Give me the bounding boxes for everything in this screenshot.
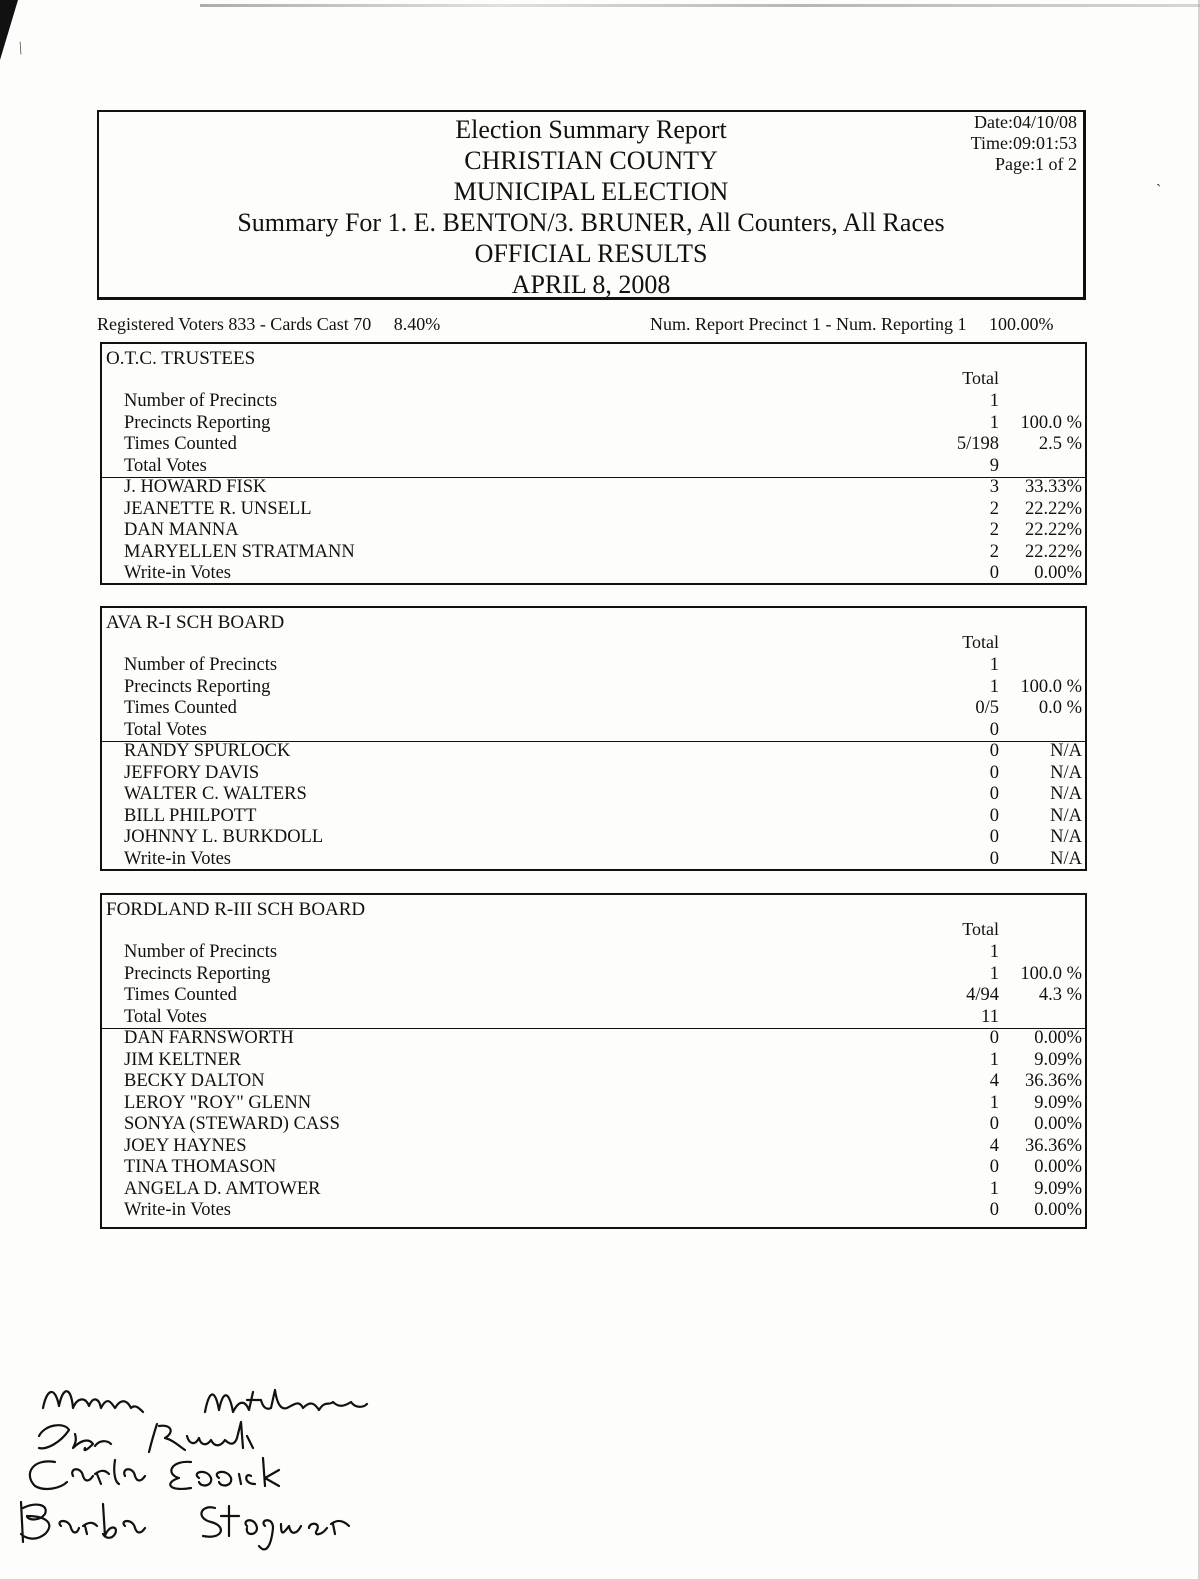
vote-total: 0 bbox=[989, 805, 999, 826]
vote-percent: 100.0 % bbox=[1020, 963, 1082, 984]
stat-label: Total Votes bbox=[124, 455, 207, 476]
race-bottom-rule bbox=[102, 869, 1085, 871]
vote-percent: 0.0 % bbox=[1038, 698, 1082, 718]
vote-total: 1 bbox=[989, 655, 999, 675]
signatures bbox=[15, 1378, 435, 1578]
candidate-name: JEANETTE R. UNSELL bbox=[124, 498, 312, 519]
vote-total: 11 bbox=[981, 1006, 999, 1027]
candidate-row bbox=[102, 498, 1085, 520]
vote-total: 3 bbox=[989, 477, 999, 497]
stat-row bbox=[102, 697, 1085, 719]
candidate-name: LEROY "ROY" GLENN bbox=[124, 1092, 312, 1113]
race-otc-trustees bbox=[100, 342, 1087, 585]
report-title-block bbox=[99, 114, 1083, 300]
vote-total: 0 bbox=[989, 784, 999, 804]
candidate-row bbox=[102, 1199, 1085, 1221]
stat-label: Precincts Reporting bbox=[124, 412, 271, 433]
vote-percent: 2.5 % bbox=[1038, 434, 1082, 454]
vote-total: 0 bbox=[989, 719, 999, 740]
candidate-name: JOHNNY L. BURKDOLL bbox=[124, 827, 324, 847]
precinct-reporting-summary: Num. Report Precinct 1 - Num. Reporting 1 100.00% bbox=[650, 314, 1054, 334]
stat-label: Times Counted bbox=[124, 985, 237, 1005]
race-bottom-rule bbox=[102, 1227, 1085, 1229]
scan-top-edge bbox=[200, 4, 1200, 7]
stat-label: Precincts Reporting bbox=[124, 676, 271, 697]
vote-total: 1 bbox=[989, 412, 999, 433]
candidate-row bbox=[102, 826, 1085, 848]
race-fordland-sch-board bbox=[100, 893, 1087, 1229]
stat-label: Number of Precincts bbox=[124, 655, 278, 675]
vote-total: 1 bbox=[989, 391, 999, 411]
vote-percent: 9.09% bbox=[1034, 1092, 1082, 1113]
stat-label: Times Counted bbox=[124, 434, 237, 454]
candidate-row bbox=[102, 1135, 1085, 1157]
vote-percent: 9.09% bbox=[1034, 1049, 1082, 1070]
candidate-row bbox=[102, 1092, 1085, 1114]
race-title: FORDLAND R-III SCH BOARD bbox=[106, 899, 366, 920]
vote-total: 0 bbox=[989, 1200, 999, 1220]
vote-total: 0 bbox=[989, 563, 999, 583]
vote-total: 1 bbox=[989, 1092, 999, 1113]
candidate-row bbox=[102, 562, 1085, 584]
vote-total: 1 bbox=[989, 1178, 999, 1199]
candidate-row bbox=[102, 740, 1085, 762]
vote-total: 0 bbox=[989, 1028, 999, 1048]
candidate-name: DAN FARNSWORTH bbox=[124, 1028, 294, 1048]
vote-percent: 22.22% bbox=[1024, 498, 1082, 519]
page-number: Page:1 of 2 bbox=[995, 154, 1077, 174]
candidate-row bbox=[102, 1049, 1085, 1071]
vote-total: 0 bbox=[989, 827, 999, 847]
vote-total: 2 bbox=[989, 541, 999, 562]
candidate-name: Write-in Votes bbox=[124, 1200, 231, 1220]
stat-label: Total Votes bbox=[124, 719, 207, 740]
report-time: Time:09:01:53 bbox=[970, 133, 1077, 153]
scan-mark: ⁄ bbox=[14, 41, 28, 56]
vote-percent: 0.00% bbox=[1034, 1028, 1082, 1048]
stat-row bbox=[102, 676, 1085, 698]
vote-total: 0 bbox=[989, 741, 999, 761]
vote-total: 4 bbox=[989, 1071, 999, 1091]
vote-percent: 0.00% bbox=[1034, 1157, 1082, 1177]
report-meta bbox=[971, 112, 1077, 175]
vote-percent: 0.00% bbox=[1034, 1200, 1082, 1220]
vote-total: 9 bbox=[989, 455, 999, 476]
candidate-name: DAN MANNA bbox=[124, 520, 239, 540]
candidate-name: JIM KELTNER bbox=[124, 1049, 241, 1070]
race-ava-sch-board bbox=[100, 606, 1087, 871]
vote-percent: 4.3 % bbox=[1038, 985, 1082, 1005]
candidate-row bbox=[102, 848, 1085, 870]
candidate-name: JOEY HAYNES bbox=[124, 1135, 247, 1156]
candidate-row bbox=[102, 762, 1085, 784]
candidate-row bbox=[102, 805, 1085, 827]
candidate-name: ANGELA D. AMTOWER bbox=[124, 1178, 321, 1199]
total-column-header: Total bbox=[962, 368, 999, 388]
candidate-name: MARYELLEN STRATMANN bbox=[124, 541, 355, 562]
stat-row bbox=[102, 654, 1085, 676]
signature-carla-essick bbox=[30, 1458, 279, 1489]
report-title: Election Summary Report bbox=[455, 115, 727, 144]
candidate-row bbox=[102, 783, 1085, 805]
candidate-row bbox=[102, 476, 1085, 498]
results-status: OFFICIAL RESULTS bbox=[474, 239, 708, 268]
vote-total: 1 bbox=[989, 1049, 999, 1070]
total-column-header: Total bbox=[962, 919, 999, 939]
vote-percent: 100.0 % bbox=[1020, 412, 1082, 433]
stat-row bbox=[102, 963, 1085, 985]
election-date: APRIL 8, 2008 bbox=[511, 270, 671, 299]
vote-total: 1 bbox=[989, 676, 999, 697]
scan-mark: ˎ bbox=[1156, 170, 1162, 187]
race-bottom-rule bbox=[102, 583, 1085, 585]
candidate-name: JEFFORY DAVIS bbox=[124, 762, 260, 783]
signature-lisa-russell bbox=[39, 1422, 253, 1452]
stat-row bbox=[102, 433, 1085, 455]
vote-total: 4 bbox=[989, 1135, 999, 1156]
stat-row bbox=[102, 719, 1085, 741]
stat-row bbox=[102, 941, 1085, 963]
election-name: MUNICIPAL ELECTION bbox=[453, 177, 729, 206]
signature-barbara-stogner bbox=[21, 1502, 349, 1549]
candidate-row bbox=[102, 1027, 1085, 1049]
vote-total: 1 bbox=[989, 963, 999, 984]
vote-total: 2 bbox=[989, 520, 999, 540]
vote-percent: N/A bbox=[1050, 741, 1082, 761]
registered-voters-summary: Registered Voters 833 - Cards Cast 70 8.40% bbox=[97, 314, 441, 334]
vote-percent: 9.09% bbox=[1034, 1178, 1082, 1199]
vote-total: 0 bbox=[989, 848, 999, 869]
stat-row bbox=[102, 1006, 1085, 1028]
vote-percent: N/A bbox=[1050, 827, 1082, 847]
candidate-row bbox=[102, 1113, 1085, 1135]
vote-percent: N/A bbox=[1050, 762, 1082, 783]
stat-label: Number of Precincts bbox=[124, 391, 278, 411]
candidate-name: BECKY DALTON bbox=[124, 1071, 265, 1091]
vote-total: 0 bbox=[989, 762, 999, 783]
candidate-row bbox=[102, 1178, 1085, 1200]
total-column-header: Total bbox=[962, 632, 999, 652]
candidate-name: BILL PHILPOTT bbox=[124, 805, 257, 826]
vote-percent: 33.33% bbox=[1024, 477, 1082, 497]
vote-total: 0 bbox=[989, 1157, 999, 1177]
scan-corner-shadow bbox=[0, 0, 18, 60]
race-title: O.T.C. TRUSTEES bbox=[106, 348, 256, 369]
candidate-row bbox=[102, 519, 1085, 541]
vote-percent: N/A bbox=[1050, 848, 1082, 869]
stat-row bbox=[102, 455, 1085, 477]
candidate-name: Write-in Votes bbox=[124, 848, 231, 869]
vote-total: 1 bbox=[989, 942, 999, 962]
vote-percent: 0.00% bbox=[1034, 1114, 1082, 1134]
stat-label: Total Votes bbox=[124, 1006, 207, 1027]
report-header bbox=[97, 110, 1086, 300]
vote-total: 5/198 bbox=[956, 434, 999, 454]
report-date: Date:04/10/08 bbox=[974, 112, 1077, 132]
vote-percent: N/A bbox=[1050, 784, 1082, 804]
vote-total: 2 bbox=[989, 498, 999, 519]
vote-percent: 0.00% bbox=[1034, 563, 1082, 583]
candidate-row bbox=[102, 1070, 1085, 1092]
stat-row bbox=[102, 412, 1085, 434]
stat-label: Times Counted bbox=[124, 698, 237, 718]
vote-percent: 36.36% bbox=[1024, 1071, 1082, 1091]
candidate-name: Write-in Votes bbox=[124, 563, 231, 583]
vote-total: 4/94 bbox=[966, 985, 999, 1005]
stat-row bbox=[102, 390, 1085, 412]
candidate-row bbox=[102, 1156, 1085, 1178]
stat-label: Number of Precincts bbox=[124, 942, 278, 962]
race-title: AVA R-I SCH BOARD bbox=[106, 612, 285, 633]
stat-label: Precincts Reporting bbox=[124, 963, 271, 984]
stat-row bbox=[102, 984, 1085, 1006]
vote-total: 0 bbox=[989, 1114, 999, 1134]
candidate-name: RANDY SPURLOCK bbox=[124, 741, 291, 761]
vote-percent: 22.22% bbox=[1024, 520, 1082, 540]
vote-percent: 100.0 % bbox=[1020, 676, 1082, 697]
county-name: CHRISTIAN COUNTY bbox=[464, 146, 718, 175]
vote-percent: 22.22% bbox=[1024, 541, 1082, 562]
candidate-name: SONYA (STEWARD) CASS bbox=[124, 1114, 340, 1134]
summary-scope: Summary For 1. E. BENTON/3. BRUNER, All Counters, All Races bbox=[237, 208, 945, 237]
handwritten-signatures bbox=[15, 1378, 435, 1578]
vote-percent: N/A bbox=[1050, 805, 1082, 826]
candidate-name: WALTER C. WALTERS bbox=[124, 784, 307, 804]
vote-total: 0/5 bbox=[975, 698, 999, 718]
candidate-name: J. HOWARD FISK bbox=[124, 477, 267, 497]
candidate-row bbox=[102, 541, 1085, 563]
signature-marian-matthews bbox=[43, 1390, 367, 1412]
candidate-name: TINA THOMASON bbox=[124, 1157, 277, 1177]
vote-percent: 36.36% bbox=[1024, 1135, 1082, 1156]
